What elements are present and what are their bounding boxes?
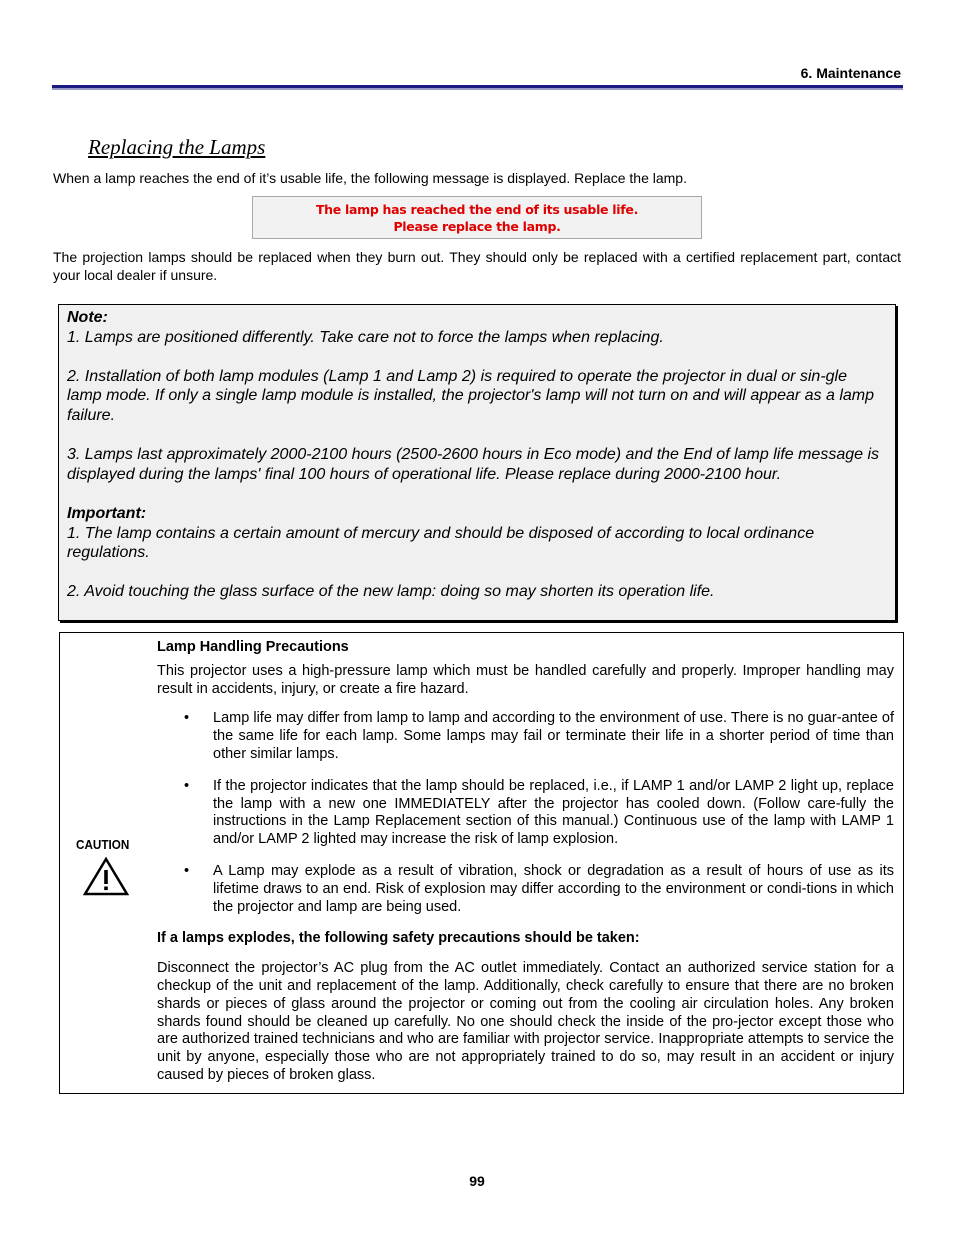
warning-triangle-icon bbox=[83, 856, 129, 896]
bullet-icon: • bbox=[184, 710, 190, 727]
note-item-2: 2. Installation of both lamp modules (Lamp 1 and Lamp 2) is required to operate the projector in dual or sin-gle lamp mode. If only a single lamp module is installed, the projector's lamp will not turn on and will appear as a lamp failure. bbox=[67, 367, 875, 424]
note-item-3: 3. Lamps last approximately 2000-2100 hours (2500-2600 hours in Eco mode) and the End of lamp life message is displayed during the lamps' final 100 hours of operational life. Please replace during 2000-2100 hour. bbox=[67, 446, 880, 483]
lamp-message-line-1: The lamp has reached the end of its usable life. bbox=[315, 201, 639, 217]
page-number: 99 bbox=[469, 1173, 485, 1189]
list-item bbox=[157, 863, 894, 916]
explosion-text: Disconnect the projector’s AC plug from the AC outlet immediately. Contact an authorized service station for a checkup of the unit and replacement of the lamp. Additionally, check carefully to ensure that there are no broken shards or pieces of glass around the projector or coming out from the cooling air circulation holes. Any broken shards found should be cleaned up carefully. No one should check the inside of the pro-jector except those who are authorized trained technicians and who are familiar with projector service. Inappropriate attempts to service the unit by anyone, especially those who are not appropriately trained to do so, may result in an accident or injury caused by pieces of broken glass. bbox=[157, 960, 894, 1083]
caution-bullet-list bbox=[157, 710, 894, 916]
lamp-message-box bbox=[252, 196, 702, 239]
bullet-icon: • bbox=[184, 777, 190, 794]
caution-sidebar bbox=[60, 633, 152, 1093]
note-box bbox=[58, 304, 896, 621]
list-item-text: A Lamp may explode as a result of vibration, shock or degradation as a result of hours of use as its lifetime draws to an end. Risk of explosion may differ according to the environment or condi-tions in which the projector and lamp are being used. bbox=[213, 862, 894, 915]
note-label: Note: bbox=[67, 309, 108, 326]
caution-label: CAUTION bbox=[76, 837, 130, 852]
section-title: Replacing the Lamps bbox=[88, 135, 266, 159]
important-item-1: 1. The lamp contains a certain amount of mercury and should be disposed of according to local ordinance regulations. bbox=[67, 524, 815, 562]
important-label: Important: bbox=[67, 504, 147, 522]
bullet-icon: • bbox=[184, 862, 190, 879]
list-item-text: Lamp life may differ from lamp to lamp and according to the environment of use. There is no guar-antee of the same life for each lamp. Some lamps may fail or terminate their life in a shorter period of time than other similar lamps. bbox=[213, 710, 894, 762]
body-paragraph: The projection lamps should be replaced when they burn out. They should only be replaced with a certified replacement part, contact your local dealer if unsure. bbox=[53, 249, 901, 283]
caution-intro: This projector uses a high-pressure lamp which must be handled carefully and properly. Improper handling may result in accidents, injury, or create a fire hazard. bbox=[157, 662, 894, 697]
important-item-2: 2. Avoid touching the glass surface of the new lamp: doing so may shorten its operation life. bbox=[67, 583, 715, 601]
caution-box bbox=[59, 632, 904, 1094]
intro-paragraph: When a lamp reaches the end of it’s usable life, the following message is displayed. Replace the lamp. bbox=[53, 170, 687, 186]
chapter-header: 6. Maintenance bbox=[800, 65, 901, 81]
caution-content bbox=[157, 639, 894, 1097]
explosion-heading: If a lamps explodes, the following safety precautions should be taken: bbox=[157, 930, 640, 947]
caution-heading: Lamp Handling Precautions bbox=[157, 639, 349, 655]
list-item bbox=[157, 778, 894, 849]
lamp-message-line-2: Please replace the lamp. bbox=[393, 218, 561, 234]
header-rule bbox=[52, 85, 903, 88]
list-item-text: If the projector indicates that the lamp should be replaced, i.e., if LAMP 1 and/or LAMP 2 light up, replace the lamp with a new one IMMEDIATELY after the projector has cooled down. (Follow care-fully the instructions in the Lamp Replacement section of this manual.) Continuous use of the lamp with LAMP 1 and/or LAMP 2 lighted may increase the risk of lamp explosion. bbox=[213, 777, 894, 848]
list-item bbox=[157, 710, 894, 763]
note-item-1: 1. Lamps are positioned differently. Take care not to force the lamps when replacing. bbox=[67, 328, 664, 346]
